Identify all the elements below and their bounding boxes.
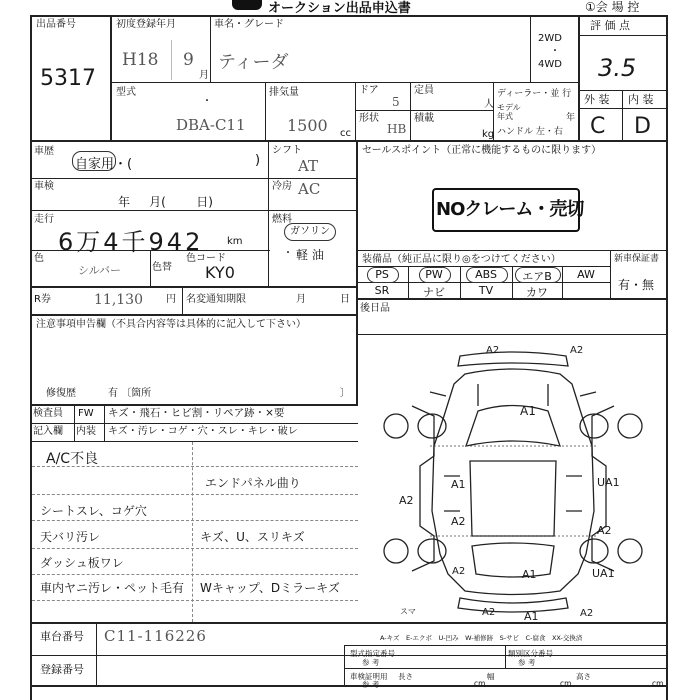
repair-history-label: 修復歴 <box>46 388 76 399</box>
mark-left-rear-a2: A2 <box>452 566 466 577</box>
smart-key-label: スマ <box>400 607 416 616</box>
later-items-label: 後日品 <box>360 303 390 314</box>
width-label: 幅 <box>487 672 495 681</box>
height-unit: cm <box>652 679 664 688</box>
fuel-diesel: 軽 油 <box>296 248 324 262</box>
name-change-deadline-label: 名変通知期限 <box>186 294 246 305</box>
body-shape-label: 形状 <box>359 113 379 124</box>
aircon-label: 冷房 <box>272 181 292 192</box>
usage-value: 自家用・( <box>75 157 133 172</box>
equipment-label: 装備品（純正品に限り◎をつけてください） <box>362 254 561 265</box>
note-end-panel: エンドパネル曲り <box>205 476 301 490</box>
first-registration-label: 初度登録年月 <box>116 19 176 30</box>
entry-label: 記入欄 <box>33 426 63 437</box>
model-year-unit: 年 <box>566 113 576 123</box>
car-name-label: 車名・グレード <box>214 19 284 30</box>
displacement-value: 1500 <box>287 116 328 135</box>
mark-left-panel-a2: A2 <box>399 494 414 507</box>
venue-copy-label: ①会 場 控 <box>585 0 640 14</box>
chassis-number-value: C11-116226 <box>104 627 207 645</box>
mileage-value: 6万4千942 <box>58 228 204 256</box>
note-ac-fault: A/C不良 <box>46 451 99 467</box>
repair-history-value: 有 〔箇所 <box>108 388 152 399</box>
fuel-separator: ・ <box>283 248 293 259</box>
mark-rear-right-a2: A2 <box>580 608 594 619</box>
equip-airbag: エアB <box>522 270 552 283</box>
fuel-label: 燃料 <box>272 214 292 225</box>
repair-history-close: 〕 <box>340 388 350 399</box>
registration-year: H18 <box>122 50 159 70</box>
exterior-grade-value: C <box>590 114 606 139</box>
cert-ref: 参 考 <box>362 680 380 689</box>
mark-front-right-a2: A2 <box>570 345 584 356</box>
inspector-label: 検査員 <box>33 408 63 419</box>
usage-close: ) <box>255 153 261 168</box>
color-code-label: 色コード <box>186 253 226 264</box>
lot-number-label: 出品番号 <box>36 19 76 30</box>
mark-left-front-a1: A1 <box>451 478 466 491</box>
mileage-unit: km <box>227 236 243 247</box>
body-shape-value: HB <box>387 122 407 136</box>
tax-value: 11,130 <box>94 292 143 308</box>
interior-grade-value: D <box>634 114 651 139</box>
shift-value: AT <box>298 157 319 175</box>
door-label: ドア <box>359 85 379 96</box>
exterior-grade-label: 外 装 <box>584 93 610 106</box>
header-logo <box>232 0 262 10</box>
registration-month-unit: 月 <box>199 70 209 81</box>
color-value: シルバー <box>78 264 121 277</box>
equip-pw: PW <box>425 268 443 281</box>
inspection-value: 年 月( 日) <box>118 195 213 209</box>
mark-right-front-ua1: UA1 <box>597 476 620 489</box>
width-unit: cm <box>560 679 572 688</box>
mark-right-door-a2: A2 <box>597 524 612 537</box>
aircon-value: AC <box>298 180 321 198</box>
color-code-value: KY0 <box>205 263 235 282</box>
registration-number-label: 登録番号 <box>40 663 84 676</box>
inspection-label: 車検 <box>34 181 54 192</box>
rating-score-value: 3.5 <box>598 54 637 82</box>
note-headliner: 天バリ汚レ <box>40 530 101 544</box>
car-name-value: ティーダ <box>218 52 289 73</box>
inspector-fw: FW <box>78 408 94 419</box>
fuel-gasoline: ガソリン <box>290 226 330 237</box>
form-title: オークション出品申込書 <box>268 1 411 16</box>
dealer-import-label: ディーラー・並 行 <box>497 89 572 99</box>
interior-grade-label: 内 装 <box>628 93 654 106</box>
equip-aw: AW <box>577 268 595 281</box>
category-label: 類別区分番号 <box>508 649 553 658</box>
drive-4wd-label: 4WD <box>538 59 562 70</box>
shift-label: シフト <box>272 145 302 156</box>
drive-2wd-label: 2WD <box>538 33 562 44</box>
usage-history-label: 車歴 <box>34 146 54 157</box>
note-seat: シートスレ、コゲ穴 <box>40 504 147 518</box>
tax-label: R券 <box>34 294 51 305</box>
mark-trunk-a1: A1 <box>522 568 537 581</box>
inspector-exterior-codes: キズ・飛石・ヒビ割・リペア跡・×要 <box>108 407 285 419</box>
load-unit: kg <box>482 129 495 140</box>
rating-label: 評 価 点 <box>590 19 630 32</box>
registration-month: 9 <box>183 50 194 70</box>
registration-divider <box>171 40 172 80</box>
equip-tv: TV <box>478 284 494 297</box>
type-designation-ref: 参 考 <box>362 658 380 667</box>
sales-point-label: セールスポイント（正常に機能するものに限ります） <box>362 145 602 156</box>
equip-sr: SR <box>374 284 390 297</box>
mark-front-left-a2: A2 <box>486 345 500 356</box>
type-designation-label: 型式指定番号 <box>350 649 395 658</box>
load-label: 積載 <box>414 113 434 124</box>
equip-ps: PS <box>375 268 389 281</box>
note-dash: ダッシュ板ワレ <box>40 556 124 570</box>
notes-label: 注意事項申告欄（不具合内容等は具体的に記入して下さい） <box>36 319 306 330</box>
color-label: 色 <box>34 253 44 264</box>
damage-legend: A-キズ E-エクボ U-凹み W-補修跡 S-サビ C-腐食 XX-交換済 <box>380 634 583 642</box>
door-value: 5 <box>392 95 400 109</box>
name-change-day: 日 <box>340 294 350 305</box>
equip-navi: ナビ <box>423 286 445 299</box>
capacity-label: 定員 <box>414 85 434 96</box>
color-change-label: 色替 <box>152 262 172 273</box>
entry-interior: 内装 <box>76 426 96 437</box>
lot-number-value: 5317 <box>40 66 96 91</box>
height-label: 高さ <box>576 672 591 681</box>
mileage-label: 走行 <box>34 214 54 225</box>
mark-rear-left-a2: A2 <box>482 607 496 618</box>
equip-leather: カワ <box>526 286 548 299</box>
mark-rear-bumper-a1: A1 <box>524 610 539 623</box>
steering-side-label: ハンドル 左・右 <box>497 127 563 137</box>
model-code-separator: ・ <box>202 96 212 107</box>
equip-abs: ABS <box>475 268 497 281</box>
length-unit: cm <box>474 679 486 688</box>
length-label: 長さ <box>398 672 413 681</box>
model-code-label: 型式 <box>116 87 136 98</box>
note-scratches: キズ、U、スリキズ <box>200 530 305 544</box>
cert-label: 車検証明用 <box>350 672 388 681</box>
no-claim-stamp-text: NOクレーム・売切 <box>436 199 584 220</box>
warranty-label: 新車保証書 <box>614 254 660 264</box>
note-wheelcap-mirror: Wキャップ、Dミラーキズ <box>200 581 340 595</box>
name-change-month: 月 <box>296 294 306 305</box>
capacity-unit: 人 <box>484 99 494 110</box>
car-damage-diagram <box>360 336 666 622</box>
displacement-label: 排気量 <box>269 87 299 98</box>
entry-interior-codes: キズ・汚レ・コゲ・穴・スレ・キレ・破レ <box>108 426 298 437</box>
mark-hood-a1: A1 <box>520 404 536 418</box>
warranty-value: 有・無 <box>618 278 655 292</box>
tax-unit: 円 <box>166 294 176 305</box>
model-code-value: DBA-C11 <box>176 116 246 134</box>
model-year-label: モデル 年式 <box>497 103 521 121</box>
chassis-number-label: 車台番号 <box>40 630 84 643</box>
displacement-unit: cc <box>340 128 351 139</box>
mark-left-door-a2: A2 <box>451 515 466 528</box>
mark-right-rear-ua1: UA1 <box>592 567 615 580</box>
drive-separator: ・ <box>550 46 560 57</box>
note-tobacco-pet: 車内ヤニ汚レ・ペット毛有 <box>40 581 185 595</box>
category-ref: 参 考 <box>518 658 536 667</box>
